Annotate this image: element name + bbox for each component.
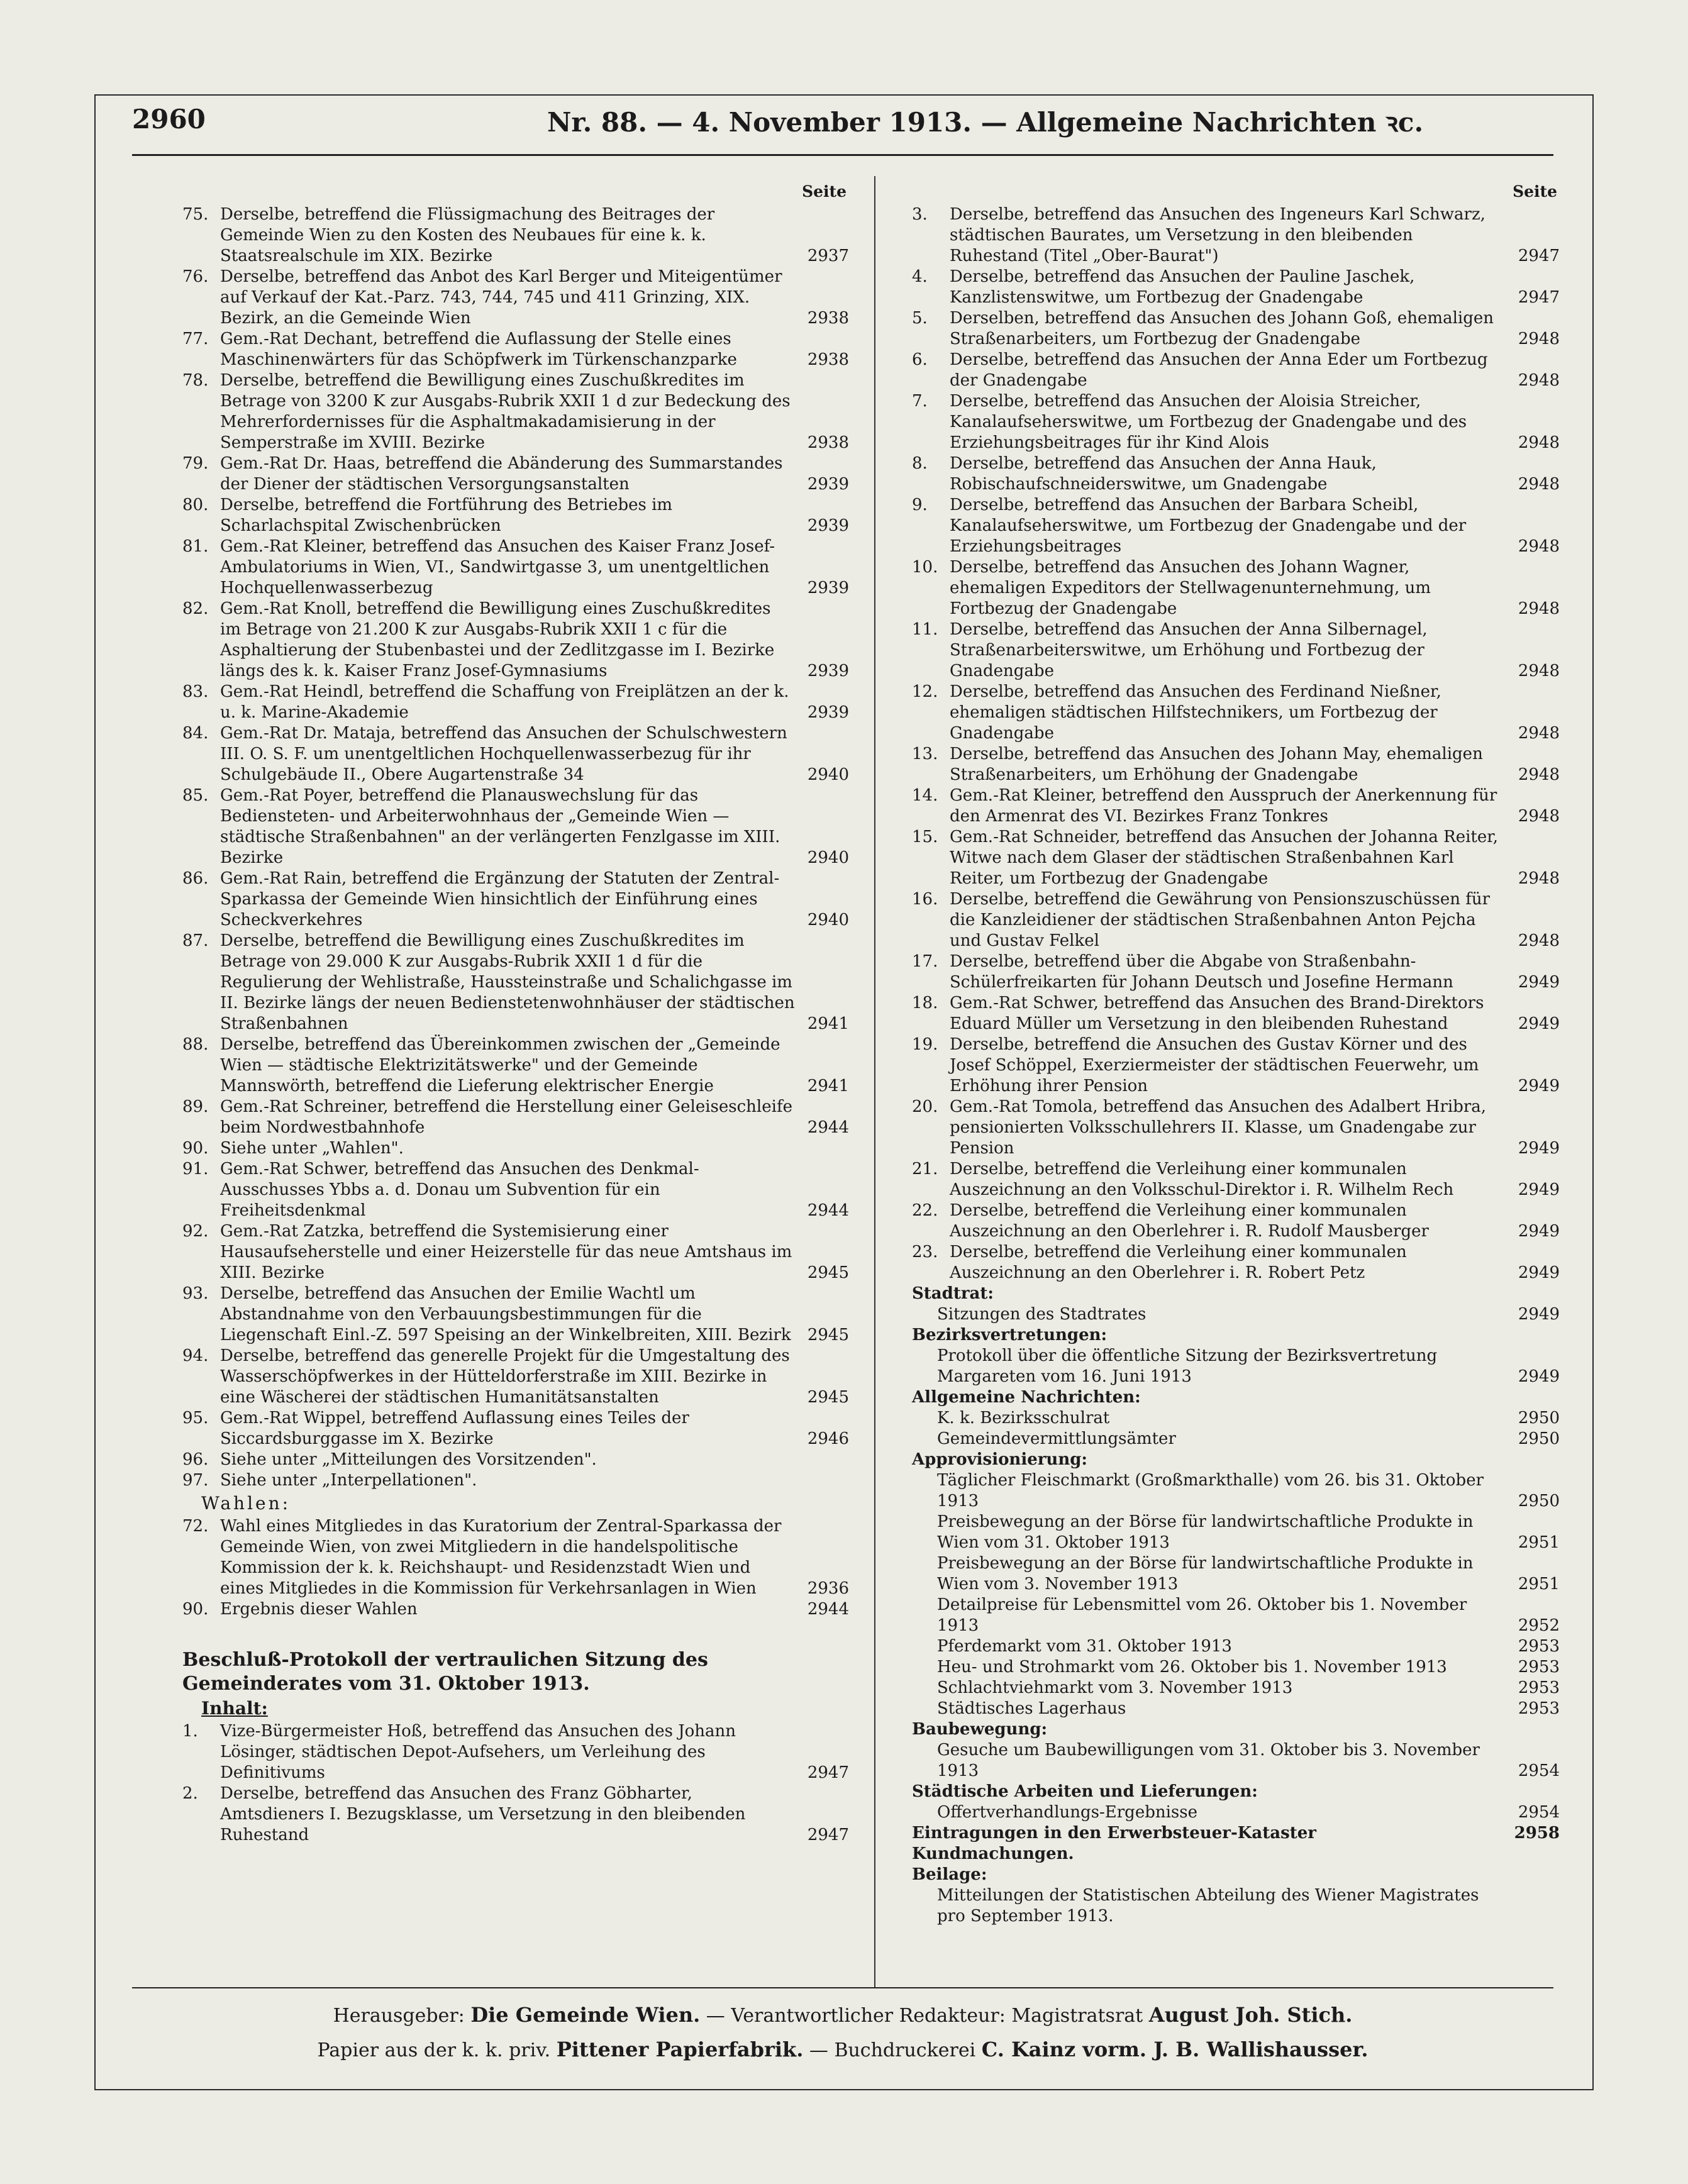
entry-number: 89. (182, 1097, 209, 1116)
section-heading-text: Baubewegung: (912, 1720, 1048, 1739)
footer-prefix-2: Papier aus der k. k. priv. (317, 2039, 551, 2061)
entry-text: Derselbe, betreffend das Übereinkommen zwischen der „Gemeinde Wien — städtische Elektrizitätswerke" und der Gemeinde Mannswörth, betreffend die Lieferung elektrischer Energie (220, 1035, 780, 1095)
list-item (182, 1221, 849, 1283)
entry-text: Derselbe, betreffend das Ansuchen des Johann Wagner, ehemaligen Expeditors der Stellwagenunternehmung, um Fortbezug der Gnadengabe (950, 558, 1431, 618)
page-header (132, 104, 1553, 141)
entry-page: 2948 (1518, 433, 1560, 452)
entry-page: 2947 (1518, 288, 1560, 307)
protokoll-title: Beschluß-Protokoll der vertraulichen Sitzung des Gemeinderates vom 31. Oktober 1913. (182, 1649, 708, 1695)
entry-page: 2949 (1518, 1222, 1560, 1241)
entry-number: 22. (912, 1201, 938, 1220)
entry-number: 94. (182, 1346, 209, 1365)
section-item-text: Protokoll über die öffentliche Sitzung der Bezirksvertretung Margareten vom 16. Juni 1913 (937, 1346, 1438, 1386)
entry-number: 14. (912, 786, 938, 805)
entry-text: Derselbe, betreffend die Verleihung einer kommunalen Auszeichnung an den Volksschul-Direktor i. R. Wilhelm Rech (950, 1160, 1454, 1199)
entry-text: Derselbe, betreffend das Ansuchen der Barbara Scheibl, Kanalaufseherswitwe, um Fortbezug der Gnadengabe und der Erziehungsbeitrages (950, 496, 1467, 556)
entry-number: 93. (182, 1284, 209, 1303)
entry-page: 2938 (807, 309, 849, 328)
entry-text: Derselbe, betreffend das Ansuchen der Pauline Jaschek, Kanzlistenswitwe, um Fortbezug der Gnadengabe (950, 267, 1415, 307)
list-item (912, 1159, 1560, 1200)
entry-page: 2945 (807, 1326, 849, 1344)
entry-page: 2944 (807, 1118, 849, 1137)
entry-number: 6. (912, 350, 928, 369)
section-heading-text: Stadtrat: (912, 1284, 994, 1303)
section-item-text: Preisbewegung an der Börse für landwirtschaftliche Produkte in Wien vom 3. November 1913 (937, 1554, 1474, 1594)
section-item-text: Offertverhandlungs-Ergebnisse (937, 1803, 1197, 1822)
entry-number: 82. (182, 599, 209, 618)
section-item-text: Gemeindevermittlungsämter (937, 1429, 1176, 1448)
sections-list (912, 1283, 1560, 1927)
entry-page: 2941 (807, 1014, 849, 1033)
page-title: Nr. 88. — 4. November 1913. — Allgemeine Nachrichten ꝛc. (547, 107, 1424, 138)
section-item-page: 2951 (1518, 1575, 1560, 1594)
column-divider (874, 176, 875, 1987)
section-item-page: 2950 (1518, 1492, 1560, 1511)
entry-number: 96. (182, 1450, 209, 1469)
entry-number: 83. (182, 682, 209, 701)
entry-page: 2948 (1518, 475, 1560, 494)
entry-page: 2938 (807, 433, 849, 452)
section-heading (912, 1450, 1560, 1470)
list-item (182, 267, 849, 329)
entry-text: Derselbe, betreffend das Ansuchen der Anna Hauk, Robischaufschneiderswitwe, um Gnadengabe (950, 454, 1377, 494)
right-column (912, 179, 1560, 1927)
section-item-text: Gesuche um Baubewilligungen vom 31. Oktober bis 3. November 1913 (937, 1741, 1480, 1780)
entry-page: 2940 (807, 911, 849, 929)
entry-text: Derselbe, betreffend die Verleihung einer kommunalen Auszeichnung an den Oberlehrer i. R. Robert Petz (950, 1243, 1407, 1282)
list-item (912, 267, 1560, 308)
section-item (912, 1885, 1560, 1927)
entry-number: 3. (912, 205, 928, 224)
entry-number: 9. (912, 496, 928, 514)
entry-page: 2948 (1518, 330, 1560, 348)
list-item (182, 1599, 849, 1620)
entry-page: 2945 (807, 1263, 849, 1282)
list-item (912, 1242, 1560, 1283)
list-item (912, 619, 1560, 682)
entry-number: 16. (912, 890, 938, 909)
entry-text: Gem.-Rat Schreiner, betreffend die Herstellung einer Geleiseschleife beim Nordwestbahnhofe (220, 1097, 792, 1137)
entry-number: 78. (182, 371, 209, 390)
entry-number: 90. (182, 1600, 209, 1619)
section-item (912, 1699, 1560, 1719)
section-heading (912, 1844, 1560, 1865)
entry-number: 1. (182, 1722, 198, 1741)
left-column (182, 179, 849, 1846)
section-heading-text: Bezirksvertretungen: (912, 1326, 1108, 1344)
list-item (912, 682, 1560, 744)
entry-text: Derselbe, betreffend das Ansuchen des Franz Göbharter, Amtsdieners I. Bezugsklasse, um Versetzung in den bleibenden Ruhestand (220, 1784, 746, 1844)
entry-text: Gem.-Rat Schwer, betreffend das Ansuchen des Denkmal-Ausschusses Ybbs a. d. Donau um Subvention für ein Freiheitsdenkmal (220, 1160, 699, 1220)
list-item (182, 329, 849, 370)
section-item (912, 1657, 1560, 1678)
section-heading-text: Beilage: (912, 1865, 987, 1884)
list-item (912, 350, 1560, 391)
entry-text: Ergebnis dieser Wahlen (220, 1600, 418, 1619)
section-item-page: 2952 (1518, 1616, 1560, 1635)
entry-number: 97. (182, 1471, 209, 1490)
list-item (912, 391, 1560, 453)
entry-text: Vize-Bürgermeister Hoß, betreffend das Ansuchen des Johann Lösinger, städtischen Depot-Aufsehers, um Verleihung des Definitivums (220, 1722, 736, 1782)
entry-page: 2947 (1518, 247, 1560, 265)
entry-page: 2949 (1518, 1014, 1560, 1033)
section-heading-text: Städtische Arbeiten und Lieferungen: (912, 1782, 1258, 1801)
wahlen-entry-list (182, 1516, 849, 1620)
list-item (912, 1034, 1560, 1097)
entry-page: 2946 (807, 1429, 849, 1448)
section-heading (912, 1719, 1560, 1740)
entry-text: Gem.-Rat Wippel, betreffend Auflassung eines Teiles der Siccardsburggasse im X. Bezirke (220, 1409, 689, 1448)
list-item (182, 723, 849, 785)
entry-page: 2938 (807, 350, 849, 369)
section-item (912, 1740, 1560, 1782)
section-item-text: Detailpreise für Lebensmittel vom 26. Oktober bis 1. November 1913 (937, 1595, 1467, 1635)
entry-text: Derselbe, betreffend das Ansuchen des Ingeneurs Karl Schwarz, städtischen Baurates, um Versetzung in den bleibenden Ruhestand (Titel „Ober-Baurat") (950, 205, 1485, 265)
entry-number: 13. (912, 745, 938, 763)
section-page: 2958 (1514, 1824, 1560, 1843)
entry-number: 75. (182, 205, 209, 224)
list-item (182, 599, 849, 682)
section-item-text: Städtisches Lagerhaus (937, 1699, 1126, 1718)
footer-rule (132, 1987, 1553, 1988)
right-entry-list (912, 204, 1560, 1283)
entry-page: 2939 (807, 475, 849, 494)
list-item (182, 931, 849, 1034)
list-item (182, 1138, 849, 1159)
section-item (912, 1408, 1560, 1429)
footer-mid: — Verantwortlicher Redakteur: Magistratsrat (706, 2005, 1143, 2027)
wahlen-heading: Wahlen: (201, 1493, 291, 1514)
section-item-page: 2954 (1518, 1803, 1560, 1822)
section-item-text: Preisbewegung an der Börse für landwirtschaftliche Produkte in Wien vom 31. Oktober 1913 (937, 1512, 1474, 1552)
entry-text: Derselbe, betreffend die Ansuchen des Gustav Körner und des Josef Schöppel, Exerziermeister der städtischen Feuerwehr, um Erhöhung ihrer Pension (950, 1035, 1479, 1095)
list-item (912, 453, 1560, 495)
entry-page: 2949 (1518, 1077, 1560, 1095)
entry-number: 11. (912, 620, 938, 639)
entry-text: Gem.-Rat Dr. Haas, betreffend die Abänderung des Summarstandes der Diener der städtischen Versorgungsanstalten (220, 454, 783, 494)
entry-number: 10. (912, 558, 938, 577)
section-item (912, 1553, 1560, 1595)
entry-text: Gem.-Rat Dechant, betreffend die Auflassung der Stelle eines Maschinenwärters für das Schöpfwerk im Türkenschanzparke (220, 330, 737, 369)
section-item-page: 2953 (1518, 1699, 1560, 1718)
entry-page: 2939 (807, 579, 849, 597)
entry-number: 7. (912, 392, 928, 411)
section-item (912, 1802, 1560, 1823)
footer-editor: August Joh. Stich. (1148, 2003, 1353, 2027)
left-entry-list (182, 204, 849, 1491)
list-item (912, 889, 1560, 951)
footer-printer: C. Kainz vorm. J. B. Wallishausser. (981, 2037, 1369, 2061)
section-item-page: 2949 (1518, 1305, 1560, 1324)
list-item (182, 1450, 849, 1470)
section-item-page: 2953 (1518, 1637, 1560, 1656)
list-item (182, 1470, 849, 1491)
list-item (182, 682, 849, 723)
section-heading (912, 1782, 1560, 1802)
section-item-page: 2950 (1518, 1429, 1560, 1448)
footer-line-2 (132, 2037, 1553, 2061)
entry-number: 17. (912, 952, 938, 971)
list-item (182, 868, 849, 931)
entry-number: 5. (912, 309, 928, 328)
entry-page: 2948 (1518, 807, 1560, 826)
entry-text: Derselbe, betreffend über die Abgabe von Straßenbahn-Schülerfreikarten für Johann Deutsch und Josefine Hermann (950, 952, 1453, 992)
list-item (912, 308, 1560, 350)
section-heading-text: Allgemeine Nachrichten: (912, 1388, 1141, 1407)
section-item (912, 1429, 1560, 1450)
entry-page: 2948 (1518, 662, 1560, 680)
entry-page: 2949 (1518, 973, 1560, 992)
entry-text: Derselbe, betreffend die Verleihung einer kommunalen Auszeichnung an den Oberlehrer i. R. Rudolf Mausberger (950, 1201, 1429, 1241)
header-rule (132, 154, 1553, 156)
list-item (182, 1034, 849, 1097)
entry-page: 2939 (807, 516, 849, 535)
entry-page: 2949 (1518, 1263, 1560, 1282)
list-item (182, 1283, 849, 1346)
entry-page: 2941 (807, 1077, 849, 1095)
list-item (182, 370, 849, 453)
section-item-text: Mitteilungen der Statistischen Abteilung des Wiener Magistrates pro September 1913. (937, 1886, 1479, 1926)
section-item (912, 1470, 1560, 1512)
section-item (912, 1512, 1560, 1553)
section-heading (912, 1823, 1560, 1844)
entry-page: 2948 (1518, 537, 1560, 556)
seite-label: Seite (802, 182, 847, 201)
list-item (182, 1721, 849, 1783)
section-heading-text: Eintragungen in den Erwerbsteuer-Kataster (912, 1824, 1316, 1843)
entry-text: Derselbe, betreffend die Gewährung von Pensionszuschüssen für die Kanzleidiener der städtischen Straßenbahnen Anton Pejcha und Gustav Felkel (950, 890, 1491, 950)
footer-line-1 (132, 2003, 1553, 2027)
section-heading-text: Approvisionierung: (912, 1450, 1088, 1469)
inhalt-entry-list (182, 1721, 849, 1846)
entry-text: Gem.-Rat Zatzka, betreffend die Systemisierung einer Hausaufseherstelle und einer Heizerstelle für das neue Amtshaus im XIII. Bezirke (220, 1222, 792, 1282)
entry-number: 15. (912, 828, 938, 846)
entry-text: Gem.-Rat Schneider, betreffend das Ansuchen der Johanna Reiter, Witwe nach dem Glaser der städtischen Straßenbahnen Karl Reiter, um Fortbezug der Gnadengabe (950, 828, 1499, 888)
page-number: 2960 (132, 104, 206, 135)
entry-number: 19. (912, 1035, 938, 1054)
section-heading (912, 1865, 1560, 1885)
entry-text: Derselbe, betreffend das generelle Projekt für die Umgestaltung des Wasserschöpfwerkes in der Hütteldorferstraße im XIII. Bezirke in eine Wäscherei der städtischen Humanitätsanstalten (220, 1346, 790, 1407)
list-item (912, 1200, 1560, 1242)
footer-publisher: Die Gemeinde Wien. (470, 2003, 701, 2027)
entry-page: 2948 (1518, 371, 1560, 390)
entry-text: Derselbe, betreffend die Flüssigmachung des Beitrages der Gemeinde Wien zu den Kosten des Neubaues für eine k. k. Staatsrealschule im XIX. Bezirke (220, 205, 715, 265)
entry-number: 87. (182, 931, 209, 950)
list-item (182, 785, 849, 868)
section-item-text: Sitzungen des Stadtrates (937, 1305, 1147, 1324)
entry-page: 2949 (1518, 1139, 1560, 1158)
entry-number: 80. (182, 496, 209, 514)
section-item (912, 1636, 1560, 1657)
entry-text: Gem.-Rat Heindl, betreffend die Schaffung von Freiplätzen an der k. u. k. Marine-Akademie (220, 682, 789, 722)
list-item (912, 204, 1560, 267)
entry-page: 2948 (1518, 599, 1560, 618)
list-item (912, 993, 1560, 1034)
section-item-page: 2951 (1518, 1533, 1560, 1552)
entry-number: 84. (182, 724, 209, 743)
entry-number: 90. (182, 1139, 209, 1158)
section-heading-text: Kundmachungen. (912, 1844, 1074, 1863)
entry-text: Gem.-Rat Schwer, betreffend das Ansuchen des Brand-Direktors Eduard Müller um Versetzung in den bleibenden Ruhestand (950, 994, 1484, 1033)
entry-text: Derselbe, betreffend das Ansuchen der Anna Eder um Fortbezug der Gnadengabe (950, 350, 1488, 390)
entry-number: 86. (182, 869, 209, 888)
entry-text: Derselbe, betreffend das Ansuchen des Ferdinand Nießner, ehemaligen städtischen Hilfstechnikers, um Fortbezug der Gnadengabe (950, 682, 1441, 743)
entry-page: 2948 (1518, 724, 1560, 743)
section-item (912, 1346, 1560, 1387)
section-item-text: Schlachtviehmarkt vom 3. November 1913 (937, 1678, 1293, 1697)
entry-text: Derselbe, betreffend die Bewilligung eines Zuschußkredites im Betrage von 3200 K zur Ausgabs-Rubrik XXII 1 d zur Bedeckung des Mehrerfordernisses für die Asphaltmakadamisierung in der Semperstraße im XVIII. Bezirke (220, 371, 791, 452)
entry-text: Derselbe, betreffend das Anbot des Karl Berger und Miteigentümer auf Verkauf der Kat.-Parz. 743, 744, 745 und 411 Grinzing, XIX. Bezirk, an die Gemeinde Wien (220, 267, 782, 328)
section-item (912, 1595, 1560, 1636)
entry-text: Siehe unter „Interpellationen". (220, 1471, 477, 1490)
section-item-page: 2949 (1518, 1367, 1560, 1386)
list-item (912, 1097, 1560, 1159)
list-item (182, 204, 849, 267)
section-item (912, 1678, 1560, 1699)
entry-text: Derselbe, betreffend die Bewilligung eines Zuschußkredites im Betrage von 29.000 K zur Ausgabs-Rubrik XXII 1 d für die Regulierung der Wehlistraße, Haussteinstraße und Schalichgasse im II. Bezirke längs der neuen Bedienstetenwohnhäuser der städtischen Straßenbahnen (220, 931, 795, 1033)
entry-number: 92. (182, 1222, 209, 1241)
entry-text: Gem.-Rat Dr. Mataja, betreffend das Ansuchen der Schulschwestern III. O. S. F. um unentgeltlichen Hochquellenwasserbezug für ihr Schulgebäude II., Obere Augartenstraße 34 (220, 724, 787, 784)
entry-text: Gem.-Rat Poyer, betreffend die Planauswechslung für das Bediensteten- und Arbeiterwohnhaus der „Gemeinde Wien — städtische Straßenbahnen" an der verlängerten Fenzlgasse im XIII. Bezirke (220, 786, 780, 867)
list-item (182, 536, 849, 599)
entry-number: 8. (912, 454, 928, 473)
inhalt-label: Inhalt: (201, 1698, 268, 1719)
list-item (912, 951, 1560, 993)
entry-number: 77. (182, 330, 209, 348)
section-item-text: Pferdemarkt vom 31. Oktober 1913 (937, 1637, 1232, 1656)
entry-page: 2947 (807, 1826, 849, 1844)
footer-paper: Pittener Papierfabrik. (556, 2037, 804, 2061)
entry-page: 2948 (1518, 931, 1560, 950)
list-item (912, 495, 1560, 557)
entry-text: Siehe unter „Mitteilungen des Vorsitzenden". (220, 1450, 597, 1469)
list-item (182, 1346, 849, 1408)
entry-text: Gem.-Rat Kleiner, betreffend den Ausspruch der Anerkennung für den Armenrat des VI. Bezirkes Franz Tonkres (950, 786, 1497, 826)
entry-page: 2944 (807, 1201, 849, 1220)
entry-page: 2936 (807, 1579, 849, 1598)
entry-number: 76. (182, 267, 209, 286)
entry-page: 2939 (807, 703, 849, 722)
entry-number: 18. (912, 994, 938, 1012)
entry-text: Gem.-Rat Knoll, betreffend die Bewilligung eines Zuschußkredites im Betrage von 21.200 K zur Ausgabs-Rubrik XXII 1 c für die Asphaltierung der Stubenbastei und der Zedlitzgasse im I. Bezirke längs des k. k. Kaiser Franz Josef-Gymnasiums (220, 599, 775, 680)
entry-text: Wahl eines Mitgliedes in das Kuratorium der Zentral-Sparkassa der Gemeinde Wien, von zwei Mitgliedern in die handelspolitische Kommission der k. k. Reichshaupt- und Residenzstadt Wien und eines Mitgliedes in die Kommission für Verkehrsanlagen in Wien (220, 1517, 782, 1598)
entry-text: Derselbe, betreffend das Ansuchen des Johann May, ehemaligen Straßenarbeiters, um Erhöhung der Gnadengabe (950, 745, 1483, 784)
entry-number: 95. (182, 1409, 209, 1427)
entry-text: Gem.-Rat Kleiner, betreffend das Ansuchen des Kaiser Franz Josef-Ambulatoriums in Wien, VI., Sandwirtgasse 3, um unentgeltlichen Hochquellenwasserbezug (220, 537, 775, 597)
section-item-text: Heu- und Strohmarkt vom 26. Oktober bis 1. November 1913 (937, 1658, 1447, 1677)
entry-number: 4. (912, 267, 928, 286)
entry-page: 2940 (807, 848, 849, 867)
section-item-page: 2954 (1518, 1761, 1560, 1780)
list-item (912, 827, 1560, 889)
entry-text: Siehe unter „Wahlen". (220, 1139, 404, 1158)
entry-text: Derselben, betreffend das Ansuchen des Johann Goß, ehemaligen Straßenarbeiters, um Fortbezug der Gnadengabe (950, 309, 1494, 348)
list-item (182, 1783, 849, 1846)
list-item (912, 557, 1560, 619)
list-item (912, 744, 1560, 785)
list-item (182, 1408, 849, 1450)
entry-page: 2939 (807, 662, 849, 680)
footer-prefix: Herausgeber: (333, 2005, 465, 2027)
section-item-page: 2953 (1518, 1658, 1560, 1677)
entry-page: 2944 (807, 1600, 849, 1619)
section-item (912, 1304, 1560, 1325)
entry-text: Derselbe, betreffend das Ansuchen der Aloisia Streicher, Kanalaufseherswitwe, um Fortbezug der Gnadengabe und des Erziehungsbeitrages für ihr Kind Alois (950, 392, 1467, 452)
entry-number: 81. (182, 537, 209, 556)
section-heading (912, 1387, 1560, 1408)
section-item-page: 2950 (1518, 1409, 1560, 1427)
entry-number: 85. (182, 786, 209, 805)
section-heading (912, 1283, 1560, 1304)
entry-page: 2948 (1518, 765, 1560, 784)
footer-mid-2: — Buchdruckerei (809, 2039, 976, 2061)
section-item-page: 2953 (1518, 1678, 1560, 1697)
section-item-text: K. k. Bezirksschulrat (937, 1409, 1110, 1427)
entry-page: 2947 (807, 1763, 849, 1782)
entry-number: 2. (182, 1784, 198, 1803)
list-item (182, 495, 849, 536)
entry-number: 91. (182, 1160, 209, 1178)
entry-page: 2948 (1518, 869, 1560, 888)
seite-label-right: Seite (1513, 182, 1557, 201)
entry-number: 12. (912, 682, 938, 701)
entry-page: 2937 (807, 247, 849, 265)
entry-text: Derselbe, betreffend das Ansuchen der Emilie Wachtl um Abstandnahme von den Verbauungsbestimmungen für die Liegenschaft Einl.-Z. 597 Speising an der Winkelbreiten, XIII. Bezirk (220, 1284, 791, 1344)
entry-page: 2949 (1518, 1180, 1560, 1199)
entry-number: 23. (912, 1243, 938, 1261)
list-item (182, 1097, 849, 1138)
entry-number: 79. (182, 454, 209, 473)
entry-text: Gem.-Rat Rain, betreffend die Ergänzung der Statuten der Zentral-Sparkassa der Gemeinde Wien hinsichtlich der Einführung eines Scheckverkehres (220, 869, 780, 929)
list-item (182, 1516, 849, 1599)
list-item (182, 1159, 849, 1221)
entry-number: 88. (182, 1035, 209, 1054)
entry-text: Gem.-Rat Tomola, betreffend das Ansuchen des Adalbert Hribra, pensionierten Volksschullehrers II. Klasse, um Gnadengabe zur Pension (950, 1097, 1487, 1158)
entry-text: Derselbe, betreffend die Fortführung des Betriebes im Scharlachspital Zwischenbrücken (220, 496, 673, 535)
section-heading (912, 1325, 1560, 1346)
entry-text: Derselbe, betreffend das Ansuchen der Anna Silbernagel, Straßenarbeiterswitwe, um Erhöhung und Fortbezug der Gnadengabe (950, 620, 1428, 680)
list-item (182, 453, 849, 495)
entry-number: 20. (912, 1097, 938, 1116)
list-item (912, 785, 1560, 827)
entry-page: 2945 (807, 1388, 849, 1407)
section-item-text: Täglicher Fleischmarkt (Großmarkthalle) vom 26. bis 31. Oktober 1913 (937, 1471, 1484, 1511)
entry-number: 21. (912, 1160, 938, 1178)
entry-number: 72. (182, 1517, 209, 1536)
entry-page: 2940 (807, 765, 849, 784)
